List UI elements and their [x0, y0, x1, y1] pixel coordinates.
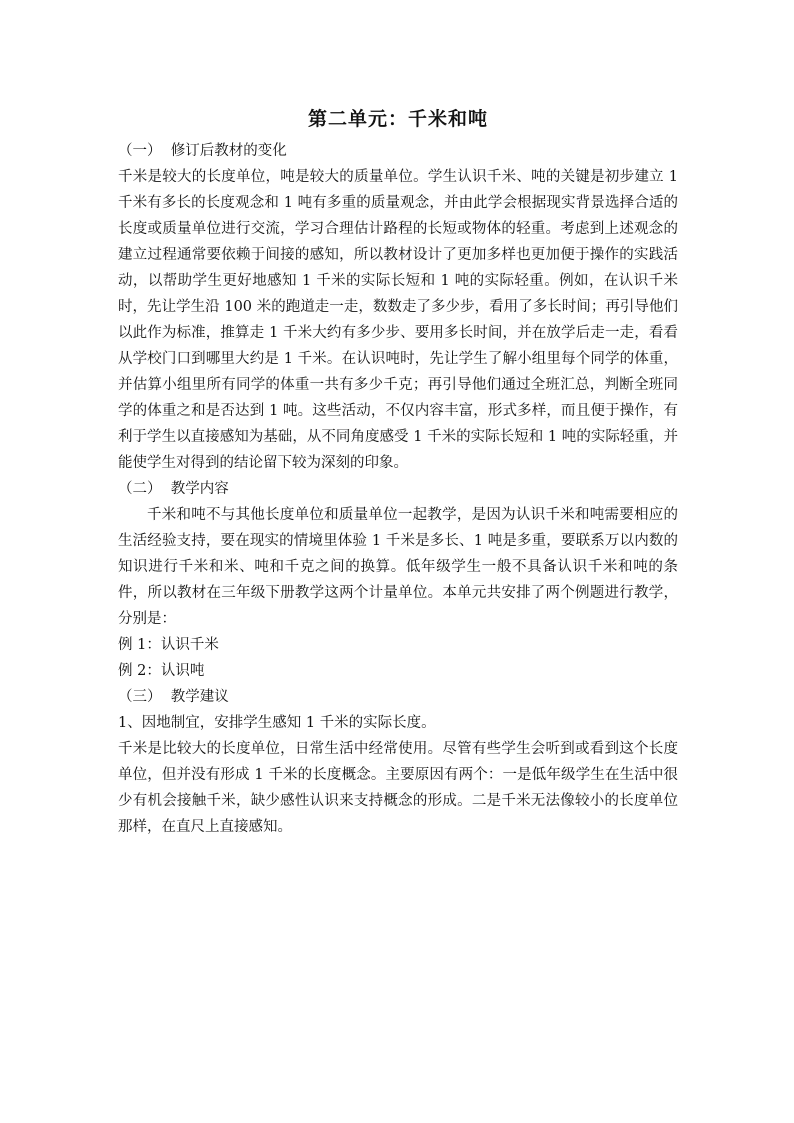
section-heading-changes: （一） 修订后教材的变化: [118, 143, 287, 159]
example-2: 例 2：认识吨: [118, 663, 205, 679]
section-heading-suggestions: （三） 教学建议: [118, 689, 229, 705]
section-heading-content: （二） 教学内容: [118, 481, 229, 497]
example-1: 例 1：认识千米: [118, 637, 219, 653]
paragraph-suggestions: 千米是比较大的长度单位，日常生活中经常使用。尽管有些学生会听到或看到这个长度单位，但并没有形成 1 千米的长度概念。主要原因有两个：一是低年级学生在生活中很少有机会接触千米，缺少感性认识来支持概念的形成。二是千米无法像较小的长度单位那样，在直尺上直接感知。: [118, 741, 678, 835]
document-page: [118, 104, 678, 840]
document-title: 第二单元：千米和吨: [307, 108, 488, 130]
paragraph-changes: 千米是较大的长度单位，吨是较大的质量单位。学生认识千米、吨的关键是初步建立 1 千米有多长的长度观念和 1 吨有多重的质量观念，并由此学会根据现实背景选择合适的长度或质量单位进行交流，学习合理估计路程的长短或物体的轻重。考虑到上述观念的建立过程通常要依赖于间接的感知，所以教材设计了更加多样也更加便于操作的实践活动，以帮助学生更好地感知 1 千米的实际长短和 1 吨的实际轻重。例如，在认识千米时，先让学生沿 100 米的跑道走一走，数数走了多少步，看用了多长时间；再引导他们以此作为标准，推算走 1 千米大约有多少步、要用多长时间，并在放学后走一走，看看从学校门口到哪里大约是 1 千米。在认识吨时，先让学生了解小组里每个同学的体重，并估算小组里所有同学的体重一共有多少千克；再引导他们通过全班汇总，判断全班同学的体重之和是否达到 1 吨。这些活动，不仅内容丰富，形式多样，而且便于操作，有利于学生以直接感知为基础，从不同角度感受 1 千米的实际长短和 1 吨的实际轻重，并能使学生对得到的结论留下较为深刻的印象。: [118, 169, 678, 471]
paragraph-content: 千米和吨不与其他长度单位和质量单位一起教学，是因为认识千米和吨需要相应的生活经验支持，要在现实的情境里体验 1 千米是多长、1 吨是多重，要联系万以内数的知识进行千米和米、吨和千克之间的换算。低年级学生一般不具备认识千米和吨的条件，所以教材在三年级下册教学这两个计量单位。本单元共安排了两个例题进行教学，分别是：: [118, 507, 678, 627]
suggestion-item-1: 1、因地制宜，安排学生感知 1 千米的实际长度。: [118, 715, 436, 731]
